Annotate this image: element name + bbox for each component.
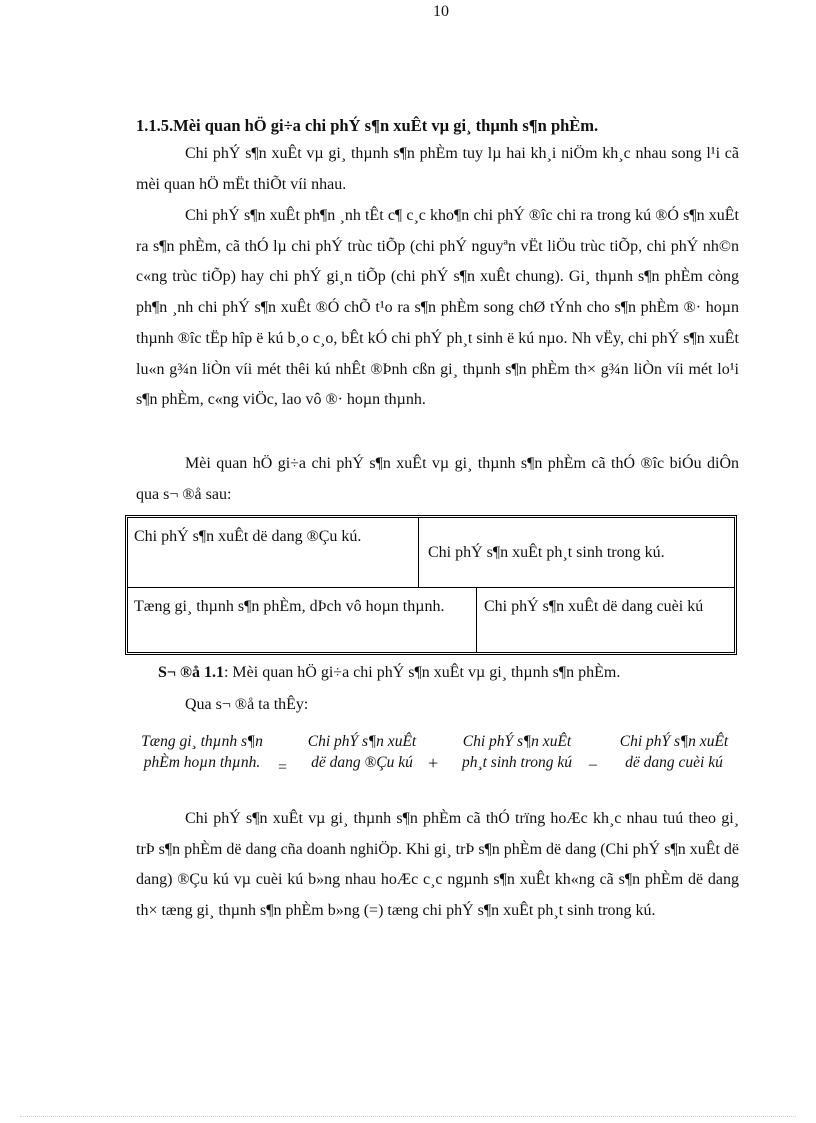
cost-formula (136, 727, 736, 807)
paragraph-definition (136, 201, 739, 416)
paragraph-intro-text: Chi phÝ s¶n xuÊt vµ gi¸ thµnh s¶n phÈm tuy lµ hai kh¸i niÖm kh¸c nhau song l¹i cã mèi quan hÖ mËt thiÕt víi nhau. (136, 145, 739, 193)
formula-term-incurred-cost: Chi phÝ s¶n xuÊt ph¸t sinh trong kú (461, 733, 573, 771)
diagram-cell-closing-wip: Chi phÝ s¶n xuÊt dë dang cuèi kú (484, 598, 704, 615)
relationship-diagram (125, 515, 737, 655)
formula-intro: Qua s¬ ®å ta thÊy: (185, 696, 309, 713)
diagram-cell-incurred-cost-text: Chi phÝ s¶n xuÊt ph¸t sinh trong kú. (428, 543, 665, 561)
section-heading: 1.1.5.Mèi quan hÖ gi÷a chi phÝ s¶n xuÊt vµ gi¸ thµnh s¶n phÈm. (136, 116, 599, 135)
formula-term-total-cost: Tæng gi¸ thµnh s¶n phÈm hoµn thµnh. (141, 733, 263, 771)
diagram-cell-incurred-cost (420, 518, 734, 587)
page-bottom-border (20, 1116, 796, 1117)
diagram-caption-label: S¬ ®å 1.1 (158, 664, 224, 681)
diagram-caption (158, 664, 758, 682)
paragraph-conclusion-text: Chi phÝ s¶n xuÊt vµ gi¸ thµnh s¶n phÈm cã thÓ trïng hoÆc kh¸c nhau tuú theo gi¸ trÞ s¶n phÈm dë dang cña doanh nghiÖp. Khi gi¸ trÞ s¶n phÈm dë dang (Chi phÝ s¶n xuÊt dë dang) ®Çu kú vµ cuèi kú b»ng nhau hoÆc c¸c ngµnh s¶n xuÊt kh«ng cã s¶n phÈm dë dang th× tæng gi¸ thµnh s¶n phÈm b»ng (=) tæng chi phÝ s¶n xuÊt ph¸t sinh trong kú. (136, 810, 740, 920)
formula-equals-sign: = (278, 759, 288, 776)
formula-minus-sign: – (589, 756, 597, 773)
paragraph-diagram-intro (136, 449, 739, 510)
formula-term-closing-wip: Chi phÝ s¶n xuÊt dë dang cuèi kú (619, 733, 729, 771)
diagram-row-bottom (128, 588, 734, 652)
paragraph-diagram-intro-text: Mèi quan hÖ gi÷a chi phÝ s¶n xuÊt vµ gi¸ thµnh s¶n phÈm cã thÓ ®îc biÓu diÔn qua s¬ ®å sau: (136, 455, 739, 503)
diagram-cell-opening-wip: Chi phÝ s¶n xuÊt dë dang ®Çu kú. (128, 518, 419, 587)
diagram-caption-text: : Mèi quan hÖ gi÷a chi phÝ s¶n xuÊt vµ gi¸ thµnh s¶n phÈm. (223, 664, 621, 681)
formula-plus-sign: + (428, 753, 439, 773)
formula-term-opening-wip: Chi phÝ s¶n xuÊt dë dang ®Çu kú (307, 733, 417, 771)
paragraph-conclusion (136, 804, 739, 927)
diagram-cell-total-cost: Tæng gi¸ thµnh s¶n phÈm, dÞch vô hoµn thµnh. (128, 588, 477, 652)
paragraph-intro (136, 139, 739, 200)
paragraph-definition-text: Chi phÝ s¶n xuÊt ph¶n ¸nh tÊt c¶ c¸c kho¶n chi phÝ ®îc chi ra trong kú ®Ó s¶n xuÊt ra s¶n phÈm, cã thÓ lµ chi phÝ trùc tiÕp (chi phÝ nguyªn vËt liÖu trùc tiÕp, chi phÝ nh©n c«ng trùc tiÕp) hay chi phÝ gi¸n tiÕp (chi phÝ s¶n xuÊt chung). Gi¸ thµnh s¶n phÈm còng ph¶n ¸nh chi phÝ s¶n xuÊt ®Ó chÕ t¹o ra s¶n phÈm song chØ tÝnh cho s¶n phÈm ®· hoµn thµnh ®îc tËp hîp ë kú b¸o c¸o, bÊt kÓ chi phÝ ph¸t sinh ë kú nµo. Nh vËy, chi phÝ s¶n xuÊt lu«n g¾n liÒn víi mét thêi kú nhÊt ®Þnh cßn gi¸ thµnh s¶n phÈm th× g¾n liÒn víi mét lo¹i s¶n phÈm, c«ng viÖc, lao vô ®· hoµn thµnh. (136, 207, 739, 409)
diagram-row-top (128, 518, 734, 588)
page-number: 10 (433, 3, 449, 20)
